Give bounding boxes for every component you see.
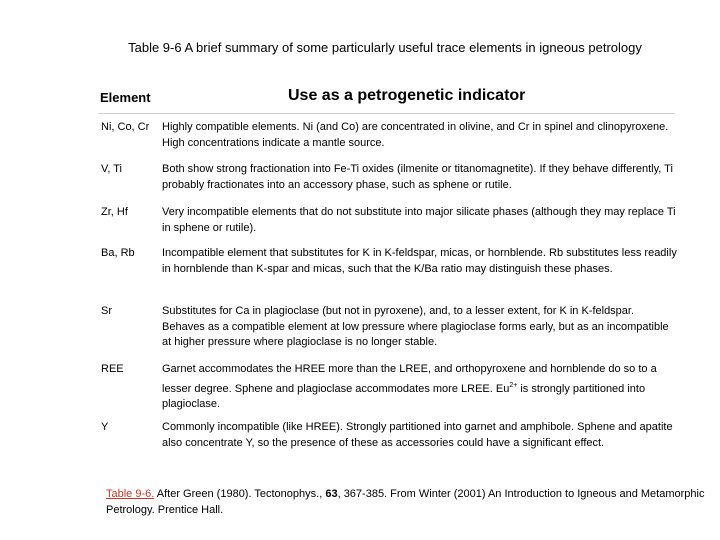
table-reference-link[interactable]: Table 9-6.: [106, 488, 155, 500]
element-cell: Ni, Co, Cr: [101, 121, 150, 133]
element-cell: Y: [101, 421, 109, 433]
volume-number: 63: [325, 488, 338, 500]
use-cell: Very incompatible elements that do not substitute into major silicate phases (although they may replace Ti in sphene or rutile).: [162, 206, 676, 234]
use-text: Garnet accommodates the HREE more than the LREE, and orthopyroxene and hornblende do so to a lesser degree. Sphene and plagioclase accommodates more LREE. Eu: [162, 363, 657, 395]
column-header-use: Use as a petrogenetic indicator: [288, 87, 526, 104]
column-header-element: Element: [100, 90, 151, 105]
element-cell: Zr, Hf: [101, 206, 128, 218]
footnote-text: After Green (1980). Tectonophys.,: [154, 488, 326, 500]
use-cell: Highly compatible elements. Ni (and Co) are concentrated in olivine, and Cr in spinel and clinopyroxene. High concentrations indicate a mantle source.: [162, 121, 669, 149]
element-cell: V, Ti: [101, 163, 122, 175]
superscript-charge: 2+: [509, 381, 518, 389]
use-cell: Incompatible element that substitutes for K in K-feldspar, micas, or hornblende. Rb substitutes less readily in hornblende than K-spar and micas, such that the K/Ba ratio may distinguish these phases.: [162, 247, 677, 275]
use-text: is strongly partitioned into plagioclase.: [162, 382, 646, 410]
element-cell: REE: [101, 363, 124, 375]
table-title: Table 9-6 A brief summary of some particularly useful trace elements in igneous petrology: [128, 40, 642, 55]
use-cell: [162, 362, 677, 413]
source-footnote: [106, 486, 706, 518]
footnote-text: , 367-385. From Winter (2001) An Introduction to Igneous and Metamorphic Petrology. Prentice Hall.: [106, 488, 705, 516]
header-divider: [98, 113, 675, 114]
use-cell: Substitutes for Ca in plagioclase (but not in pyroxene), and, to a lesser extent, for K in K-feldspar. Behaves as a compatible element at low pressure where plagioclase forms early, but as an incompatible at higher pressure where plagioclase is no longer stable.: [162, 305, 669, 348]
element-cell: Sr: [101, 305, 112, 317]
use-cell: Both show strong fractionation into Fe-Ti oxides (ilmenite or titanomagnetite). If they behave differently, Ti probably fractionates into an accessory phase, such as sphene or rutile.: [162, 163, 673, 191]
use-cell: Commonly incompatible (like HREE). Strongly partitioned into garnet and amphibole. Sphene and apatite also concentrate Y, so the presence of these as accessories could have a significant effect.: [162, 421, 673, 449]
element-cell: Ba, Rb: [101, 247, 135, 259]
